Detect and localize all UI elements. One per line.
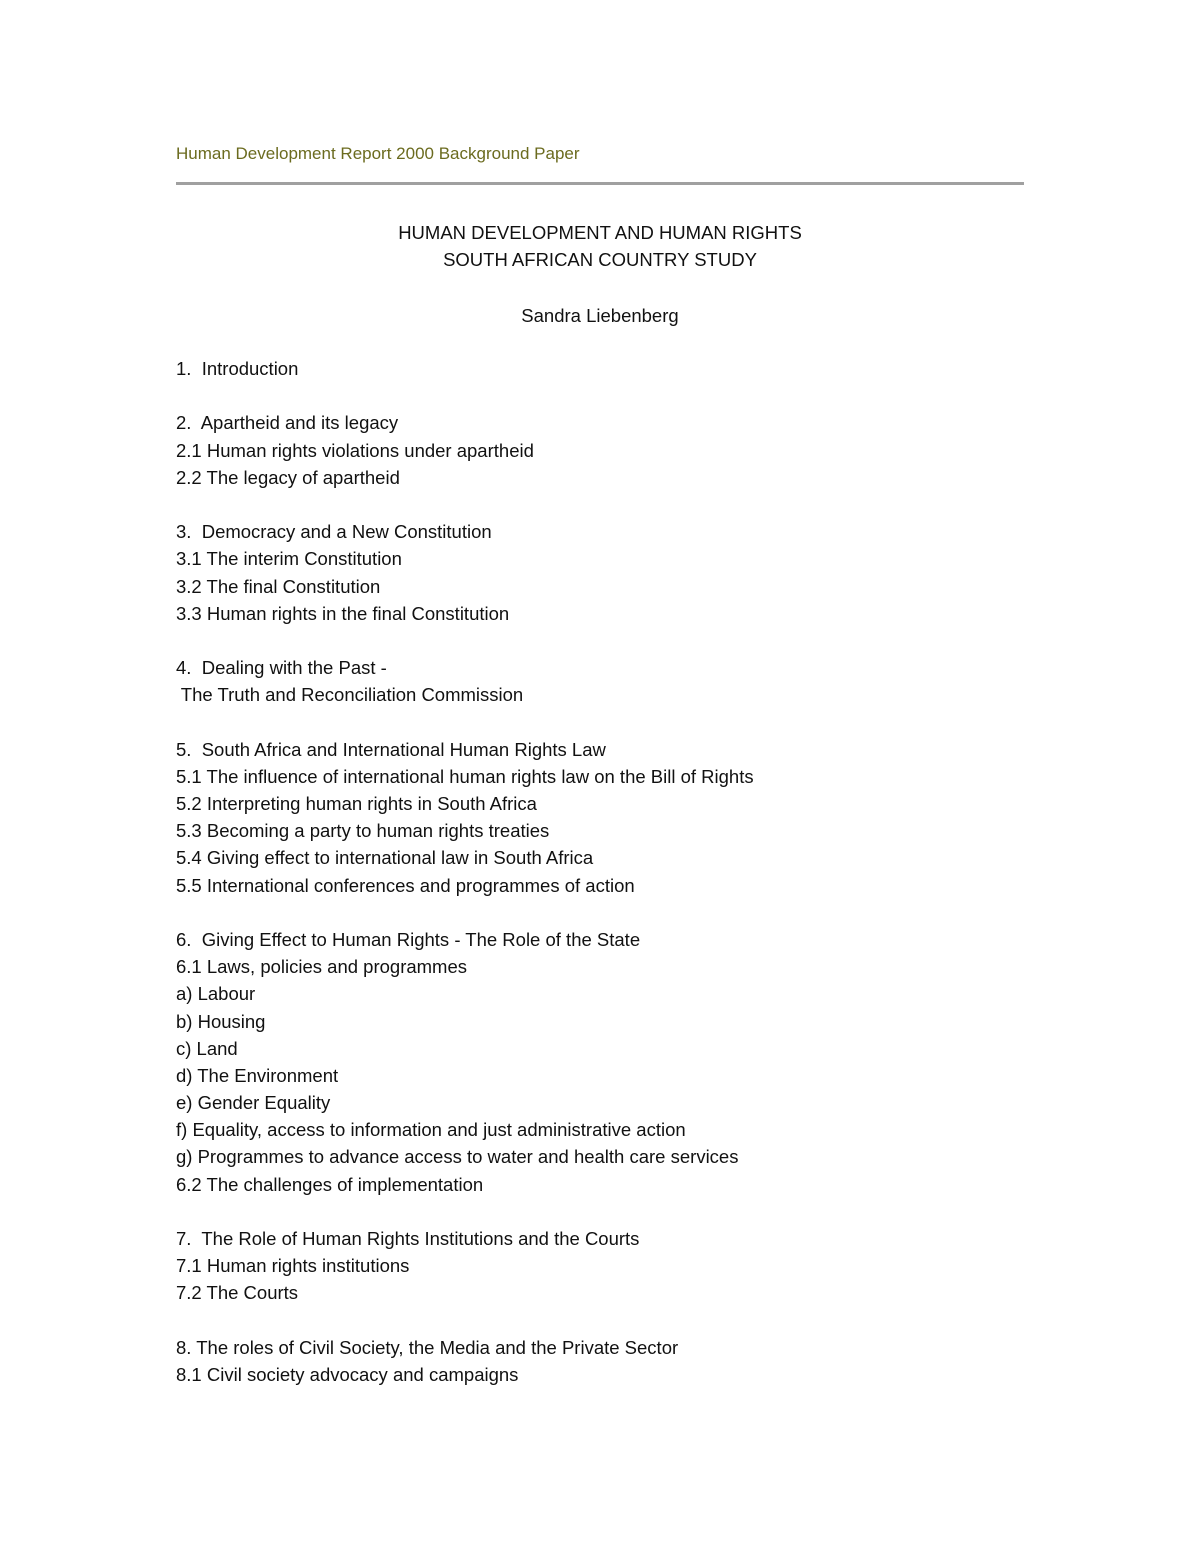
toc-spacer [176, 627, 1036, 654]
toc-entry: 8.1 Civil society advocacy and campaigns [176, 1363, 519, 1385]
toc-entry: f) Equality, access to information and just administrative action [176, 1119, 686, 1141]
toc-entry: 2.2 The legacy of apartheid [176, 466, 400, 488]
toc-spacer [176, 382, 1036, 409]
toc-entry: 3.1 The interim Constitution [176, 548, 402, 570]
title-line-2: SOUTH AFRICAN COUNTRY STUDY [443, 249, 757, 270]
toc-spacer [176, 708, 1036, 735]
toc-entry: b) Housing [176, 1010, 266, 1032]
toc-entry: d) The Environment [176, 1064, 339, 1086]
toc-entry: 4. Dealing with the Past - [176, 657, 387, 679]
toc-spacer [176, 1198, 1036, 1225]
toc-entry: 5.3 Becoming a party to human rights treaties [176, 820, 550, 842]
toc-entry: 6. Giving Effect to Human Rights - The Role of the State [176, 928, 641, 950]
toc-entry: 2. Apartheid and its legacy [176, 412, 399, 434]
toc-entry: 8. The roles of Civil Society, the Media and the Private Sector [176, 1336, 679, 1358]
toc-entry: 5.4 Giving effect to international law in South Africa [176, 847, 594, 869]
table-of-contents [176, 355, 1036, 1388]
toc-spacer [176, 1307, 1036, 1334]
toc-entry: 7.2 The Courts [176, 1282, 299, 1304]
toc-spacer [176, 899, 1036, 926]
toc-entry: 5. South Africa and International Human Rights Law [176, 738, 606, 760]
toc-entry: g) Programmes to advance access to water and health care services [176, 1146, 739, 1168]
header-rule [176, 182, 1024, 185]
toc-entry: 7. The Role of Human Rights Institutions and the Courts [176, 1228, 640, 1249]
toc-entry: 3.3 Human rights in the final Constitution [176, 602, 510, 624]
toc-spacer [176, 491, 1036, 518]
toc-entry: a) Labour [176, 983, 256, 1005]
toc-entry: 6.2 The challenges of implementation [176, 1173, 484, 1195]
toc-entry: 1. Introduction [176, 358, 299, 379]
document-title [0, 219, 1200, 273]
toc-entry: c) Land [176, 1037, 238, 1059]
title-line-1: HUMAN DEVELOPMENT AND HUMAN RIGHTS [398, 222, 802, 243]
toc-entry: 5.2 Interpreting human rights in South Africa [176, 793, 537, 814]
toc-entry: 7.1 Human rights institutions [176, 1255, 410, 1277]
toc-entry: 3. Democracy and a New Constitution [176, 521, 492, 543]
running-header: Human Development Report 2000 Background Paper [176, 144, 580, 163]
author-block [0, 302, 1200, 329]
author-name: Sandra Liebenberg [521, 305, 679, 326]
toc-entry: e) Gender Equality [176, 1092, 331, 1114]
toc-entry: 6.1 Laws, policies and programmes [176, 956, 468, 978]
toc-entry: 5.5 International conferences and programmes of action [176, 874, 635, 896]
toc-entry: The Truth and Reconciliation Commission [176, 684, 524, 706]
toc-entry: 5.1 The influence of international human rights law on the Bill of Rights [176, 765, 754, 787]
toc-entry: 2.1 Human rights violations under apartheid [176, 439, 534, 461]
toc-entry: 3.2 The final Constitution [176, 575, 381, 597]
